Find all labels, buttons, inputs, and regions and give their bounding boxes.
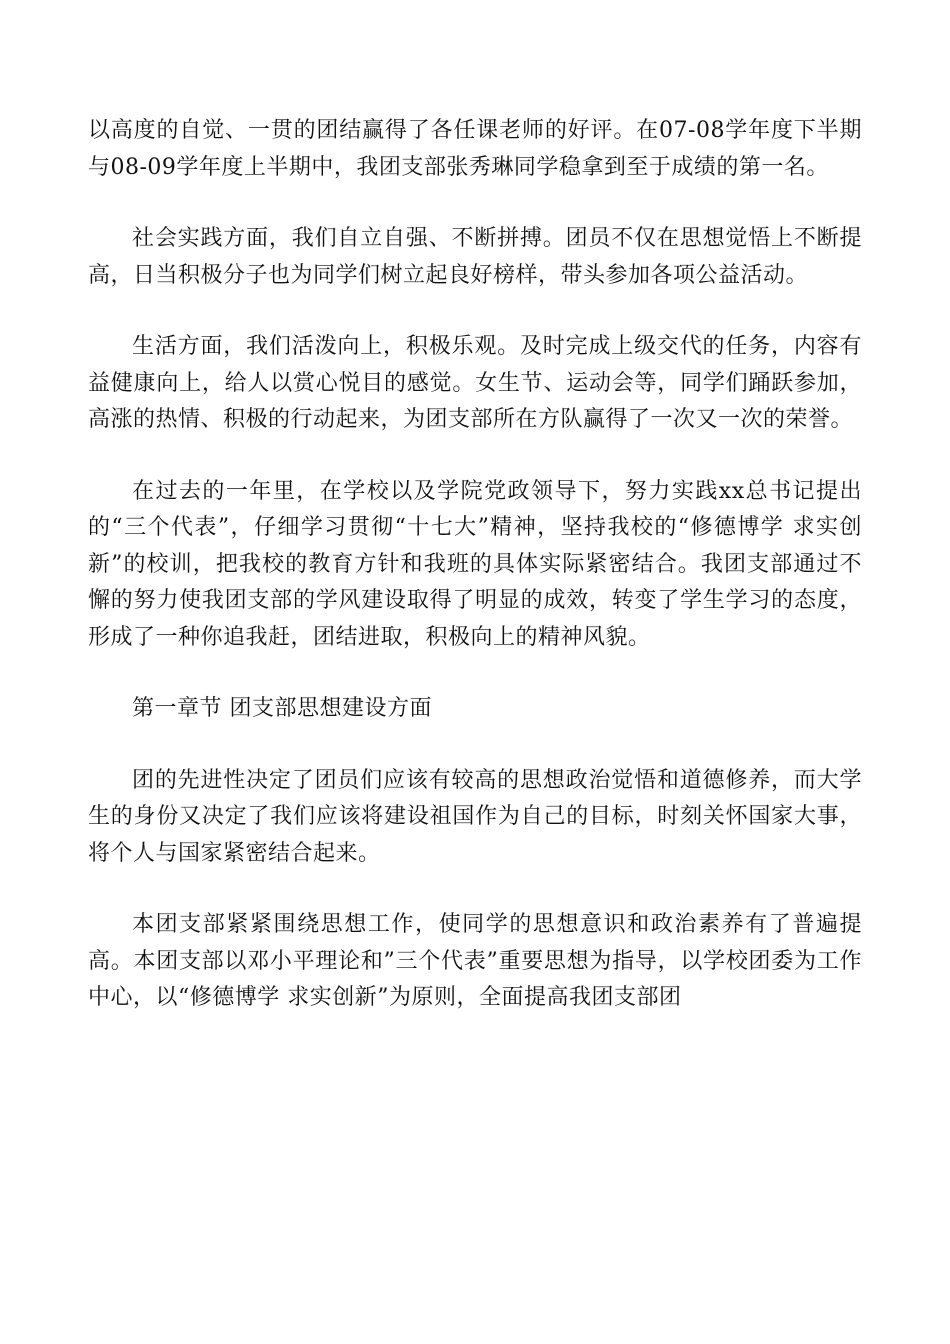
paragraph-past-year: 在过去的一年里，在学校以及学院党政领导下，努力实践xx总书记提出的“三个代表”，仔细学习贯彻“十七大”精神，坚持我校的“修德博学 求实创新”的校训，把我校的教育方针和我班的具体实际紧密结合。我团支部通过不懈的努力使我团支部的学风建设取得了明显的成效，转变了学生学习的态度，形成了一种你追我赶，团结进取，积极向上的精神风貌。 <box>88 478 862 650</box>
paragraph-continuation: 以高度的自觉、一贯的团结赢得了各任课老师的好评。在07-08学年度下半期与08-09学年度上半期中，我团支部张秀琳同学稳拿到至于成绩的第一名。 <box>88 118 862 180</box>
paragraph-ideological-work: 本团支部紧紧围绕思想工作，使同学的思想意识和政治素养有了普遍提高。本团支部以邓小平理论和”三个代表”重要思想为指导，以学校团委为工作中心，以“修德博学 求实创新”为原则，全面提高我团支部团 <box>88 912 862 1010</box>
section-heading: 第一章节 团支部思想建设方面 <box>132 696 432 721</box>
paragraph-social-practice: 社会实践方面，我们自立自强、不断拼搏。团员不仅在思想觉悟上不断提高，日当积极分子也为同学们树立起良好榜样，带头参加各项公益活动。 <box>88 226 862 288</box>
paragraph-advanced-nature: 团的先进性决定了团员们应该有较高的思想政治觉悟和道德修养，而大学生的身份又决定了我们应该将建设祖国作为自己的目标，时刻关怀国家大事，将个人与国家紧密结合起来。 <box>88 767 862 866</box>
document-body <box>88 113 862 1052</box>
paragraph-life: 生活方面，我们活泼向上，积极乐观。及时完成上级交代的任务，内容有益健康向上，给人以赏心悦目的感觉。女生节、运动会等，同学们踊跃参加，高涨的热情、积极的行动起来，为团支部所在方队赢得了一次又一次的荣誉。 <box>88 334 862 432</box>
